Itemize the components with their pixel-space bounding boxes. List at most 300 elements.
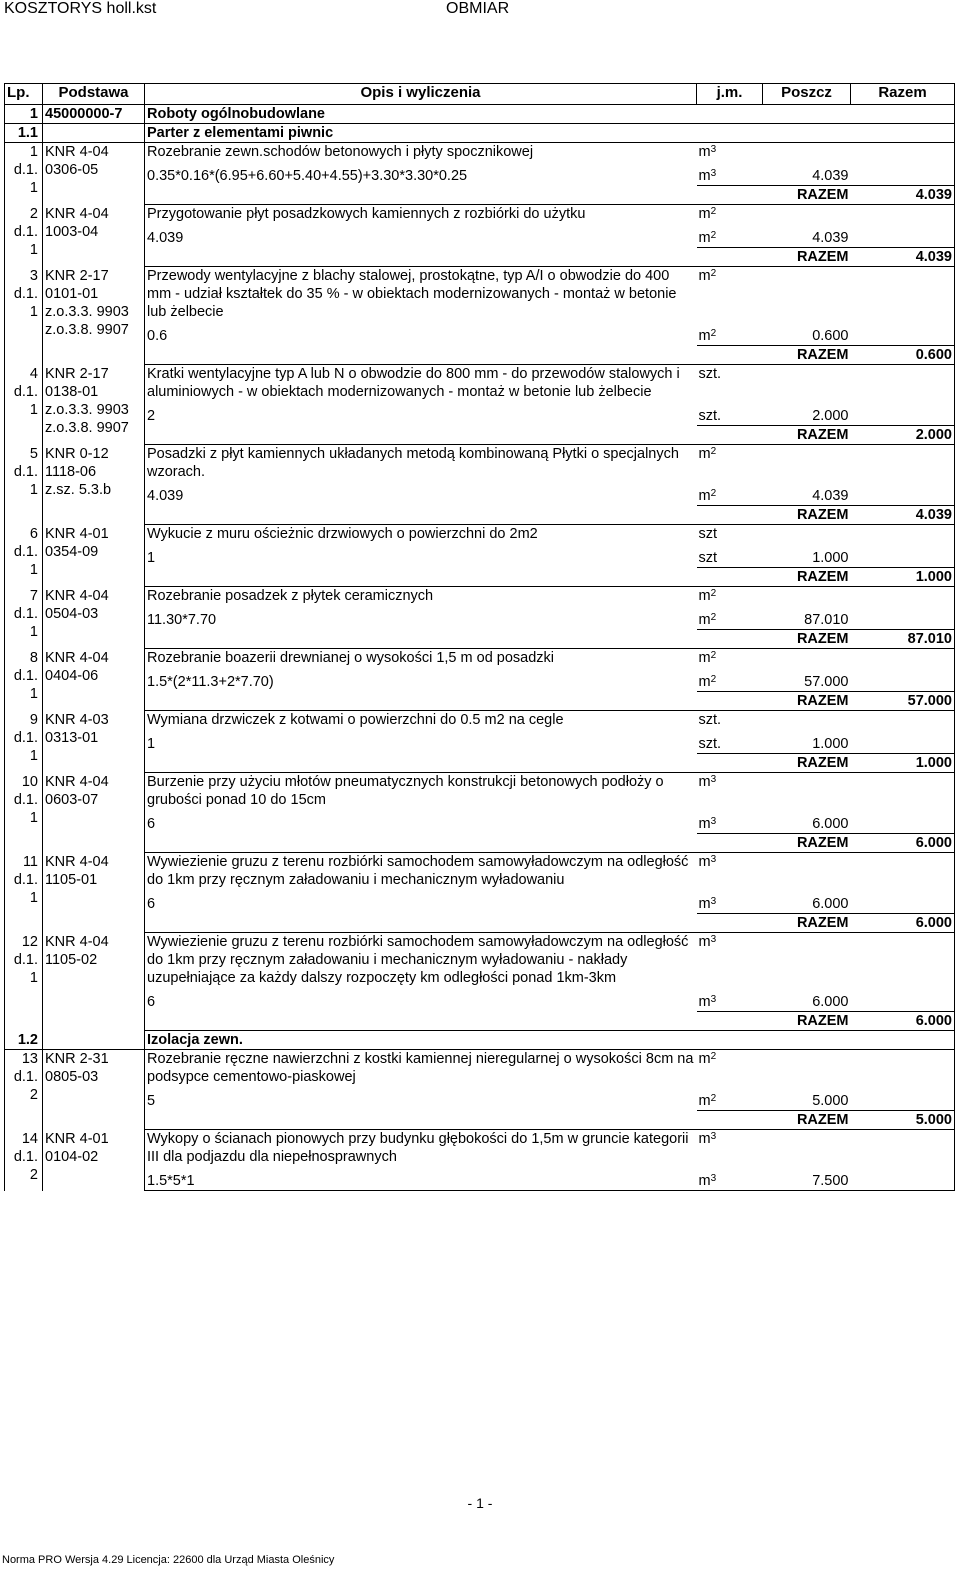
position-number xyxy=(5,365,43,445)
position-number-line: 2 xyxy=(29,1166,38,1183)
total-label: RAZEM xyxy=(763,754,851,773)
unit-label: m xyxy=(698,774,711,790)
position-number xyxy=(5,933,43,1031)
position-number xyxy=(5,525,43,587)
total-spacer xyxy=(697,630,763,649)
calculation-subtotal: 87.010 xyxy=(804,612,849,628)
total-value: 87.010 xyxy=(851,630,955,649)
position-basis-line: 0504-03 xyxy=(45,605,99,622)
unit-exponent: 2 xyxy=(710,230,717,241)
position-unit xyxy=(697,445,763,482)
total-row xyxy=(5,1012,955,1031)
position-empty xyxy=(851,933,955,988)
calculation-empty xyxy=(851,667,955,692)
position-empty xyxy=(763,205,851,224)
section-title: Izolacja zewn. xyxy=(145,1031,697,1050)
position-basis xyxy=(43,525,145,587)
calculation-unit xyxy=(697,481,763,506)
position-row xyxy=(5,365,955,402)
calculation-subtotal: 4.039 xyxy=(812,230,849,246)
calculation-row xyxy=(5,729,955,754)
position-empty xyxy=(851,853,955,890)
position-number-line: 11 xyxy=(22,853,38,870)
total-spacer xyxy=(145,914,697,933)
section-empty xyxy=(697,124,763,143)
unit-label: m xyxy=(698,816,711,832)
total-spacer xyxy=(145,630,697,649)
calculation-unit xyxy=(697,889,763,914)
unit-exponent: 2 xyxy=(710,612,717,623)
position-basis xyxy=(43,649,145,711)
calculation-unit xyxy=(697,223,763,248)
calculation-subtotal: 6.000 xyxy=(812,896,849,912)
position-basis xyxy=(43,1050,145,1130)
position-description: Wykucie z muru ościeżnic drzwiowych o powierzchni do 2m2 xyxy=(145,525,697,544)
unit-label: m xyxy=(698,612,711,628)
total-row xyxy=(5,754,955,773)
total-value: 1.000 xyxy=(851,568,955,587)
calculation-row xyxy=(5,481,955,506)
position-empty xyxy=(851,205,955,224)
document-header-filename: KOSZTORYS holl.kst xyxy=(4,0,157,17)
position-basis-line: KNR 4-01 xyxy=(45,525,109,542)
position-number xyxy=(5,853,43,933)
total-value: 6.000 xyxy=(851,1012,955,1031)
position-number-line: d.1. xyxy=(13,223,38,240)
total-spacer xyxy=(697,754,763,773)
position-number-line: d.1. xyxy=(13,871,38,888)
position-description: Rozebranie ręczne nawierzchni z kostki kamiennej nieregularnej o wysokości 8cm na podsypce cementowo-piaskowej xyxy=(145,1050,697,1087)
total-spacer xyxy=(145,754,697,773)
unit-label: szt. xyxy=(698,712,722,728)
position-row xyxy=(5,445,955,482)
calculation-empty xyxy=(851,987,955,1012)
position-empty xyxy=(763,853,851,890)
position-basis-line: KNR 4-04 xyxy=(45,205,109,222)
unit-label: m xyxy=(698,488,711,504)
calculation-formula: 0.35*0.16*(6.95+6.60+5.40+4.55)+3.30*3.30*0.25 xyxy=(145,161,697,186)
position-empty xyxy=(763,587,851,606)
position-basis xyxy=(43,445,145,525)
total-row xyxy=(5,692,955,711)
section-empty xyxy=(697,105,763,124)
total-value: 57.000 xyxy=(851,692,955,711)
calculation-formula: 0.6 xyxy=(145,321,697,346)
unit-label: m xyxy=(698,674,711,690)
position-number xyxy=(5,205,43,267)
position-empty xyxy=(851,649,955,668)
calculation-formula: 1 xyxy=(145,729,697,754)
position-empty xyxy=(763,445,851,482)
calculation-empty xyxy=(851,729,955,754)
total-row xyxy=(5,506,955,525)
position-number-line: 1 xyxy=(29,685,38,702)
unit-label: szt xyxy=(698,550,718,566)
position-row xyxy=(5,933,955,988)
position-basis xyxy=(43,853,145,933)
position-row xyxy=(5,853,955,890)
total-spacer xyxy=(697,506,763,525)
position-number-line: 1 xyxy=(29,180,38,196)
position-number xyxy=(5,711,43,773)
position-number-line: d.1. xyxy=(13,383,38,400)
calculation-formula: 6 xyxy=(145,987,697,1012)
calculation-formula: 1.5*5*1 xyxy=(145,1166,697,1191)
position-empty xyxy=(763,525,851,544)
position-empty xyxy=(763,711,851,730)
position-basis-line: 0138-01 xyxy=(45,383,99,400)
total-spacer xyxy=(697,186,763,205)
unit-label: m xyxy=(698,328,711,344)
section-empty xyxy=(763,124,851,143)
total-label: RAZEM xyxy=(763,568,851,587)
total-value: 4.039 xyxy=(851,248,955,267)
calculation-unit xyxy=(697,667,763,692)
total-value: 2.000 xyxy=(851,426,955,445)
position-empty xyxy=(851,773,955,810)
table-header-row xyxy=(5,84,955,105)
calculation-subtotal: 6.000 xyxy=(812,994,849,1010)
position-number-line: d.1. xyxy=(13,543,38,560)
total-value: 6.000 xyxy=(851,834,955,853)
position-number-line: 1 xyxy=(29,889,38,906)
position-row xyxy=(5,143,955,162)
total-label: RAZEM xyxy=(763,630,851,649)
position-number xyxy=(5,587,43,649)
position-description: Rozebranie posadzek z płytek ceramicznych xyxy=(145,587,697,606)
position-unit xyxy=(697,205,763,224)
position-basis-line: 0354-09 xyxy=(45,543,99,560)
position-basis-line: 0805-03 xyxy=(45,1069,99,1085)
position-number-line: 5 xyxy=(29,445,38,462)
calculation-row xyxy=(5,321,955,346)
position-number-line: 8 xyxy=(29,649,38,666)
total-spacer xyxy=(697,426,763,445)
position-description: Przygotowanie płyt posadzkowych kamiennych z rozbiórki do użytku xyxy=(145,205,697,224)
position-number-line: 7 xyxy=(29,587,38,604)
unit-label: m xyxy=(698,168,711,184)
total-spacer xyxy=(145,248,697,267)
position-basis-line: 1003-04 xyxy=(45,223,99,240)
total-row xyxy=(5,914,955,933)
position-empty xyxy=(763,365,851,402)
column-header-jm: j.m. xyxy=(697,84,763,105)
position-basis xyxy=(43,205,145,267)
position-basis-line: KNR 4-04 xyxy=(45,144,109,160)
position-basis-line: z.sz. 5.3.b xyxy=(45,481,112,498)
total-value: 1.000 xyxy=(851,754,955,773)
position-basis-line: KNR 4-04 xyxy=(45,587,109,604)
position-number-line: 1 xyxy=(29,561,38,578)
unit-label: m xyxy=(698,896,711,912)
position-empty xyxy=(851,1050,955,1087)
position-description: Burzenie przy użyciu młotów pneumatycznych konstrukcji betonowych podłoży o grubości ponad 10 do 15cm xyxy=(145,773,697,810)
calculation-row xyxy=(5,667,955,692)
calculation-unit xyxy=(697,809,763,834)
position-empty xyxy=(763,1050,851,1087)
position-empty xyxy=(763,933,851,988)
calculation-subtotal: 2.000 xyxy=(812,408,849,424)
unit-exponent: 3 xyxy=(710,774,717,785)
position-unit xyxy=(697,587,763,606)
unit-exponent: 2 xyxy=(710,328,717,339)
total-spacer xyxy=(697,1012,763,1031)
calculation-row xyxy=(5,401,955,426)
total-label: RAZEM xyxy=(763,186,851,205)
section-number: 1.1 xyxy=(5,124,43,143)
calculation-subtotal: 4.039 xyxy=(812,488,849,504)
section-title: Roboty ogólnobudowlane xyxy=(145,105,697,124)
unit-exponent: 3 xyxy=(710,816,717,827)
unit-exponent: 3 xyxy=(710,1131,717,1142)
column-header-podstawa: Podstawa xyxy=(43,84,145,105)
position-basis-line: 1118-06 xyxy=(45,463,97,480)
position-basis xyxy=(43,711,145,773)
section-empty xyxy=(763,105,851,124)
position-empty xyxy=(851,365,955,402)
total-label: RAZEM xyxy=(763,426,851,445)
calculation-formula: 2 xyxy=(145,401,697,426)
calculation-row xyxy=(5,605,955,630)
position-basis xyxy=(43,933,145,1031)
position-row xyxy=(5,525,955,544)
unit-label: m xyxy=(698,1093,711,1109)
position-number-line: 10 xyxy=(21,773,38,790)
position-number-line: 14 xyxy=(21,1130,38,1147)
calculation-unit xyxy=(697,1086,763,1111)
position-empty xyxy=(851,445,955,482)
position-basis-line: KNR 4-04 xyxy=(45,649,109,666)
position-unit xyxy=(697,365,763,402)
position-number-line: d.1. xyxy=(13,1069,38,1085)
total-value: 4.039 xyxy=(851,506,955,525)
position-unit xyxy=(697,267,763,322)
section-code xyxy=(43,1031,145,1050)
calculation-subtotal: 7.500 xyxy=(763,1166,851,1191)
calculation-row xyxy=(5,987,955,1012)
unit-exponent: 2 xyxy=(710,1093,717,1104)
calculation-unit xyxy=(697,161,763,186)
unit-label: m xyxy=(698,994,711,1010)
total-spacer xyxy=(697,1111,763,1130)
position-number-line: d.1. xyxy=(13,463,38,480)
calculation-row xyxy=(5,889,955,914)
calculation-subtotal: 6.000 xyxy=(812,816,849,832)
calculation-row xyxy=(5,223,955,248)
unit-exponent: 2 xyxy=(710,268,717,279)
calculation-unit xyxy=(697,321,763,346)
position-empty xyxy=(851,267,955,322)
section-empty xyxy=(851,1031,955,1050)
position-number-line: d.1. xyxy=(13,1148,38,1165)
unit-exponent: 2 xyxy=(710,674,717,685)
unit-exponent: 2 xyxy=(710,446,717,457)
position-number-line: d.1. xyxy=(13,285,38,302)
section-empty xyxy=(697,1031,763,1050)
unit-label: m xyxy=(698,446,711,462)
calculation-empty xyxy=(851,401,955,426)
position-empty xyxy=(851,1130,955,1167)
position-basis-line: z.o.3.8. 9907 xyxy=(45,419,129,436)
position-basis-line: 0306-05 xyxy=(45,162,99,178)
position-empty xyxy=(851,143,955,162)
position-basis-line: 0104-02 xyxy=(45,1148,99,1165)
calculation-formula: 6 xyxy=(145,809,697,834)
total-spacer xyxy=(145,1111,697,1130)
position-description: Wywiezienie gruzu z terenu rozbiórki samochodem samowyładowczym na odległość do 1km przy ręcznym załadowaniu i mechanicznym wyładowaniu xyxy=(145,853,697,890)
total-spacer xyxy=(697,692,763,711)
calculation-unit xyxy=(697,605,763,630)
position-empty xyxy=(763,143,851,162)
unit-exponent: 3 xyxy=(710,1173,717,1184)
position-number-line: d.1. xyxy=(13,951,38,968)
unit-label: m xyxy=(698,588,711,604)
position-number xyxy=(5,649,43,711)
unit-exponent: 3 xyxy=(710,144,717,155)
calculation-row xyxy=(5,1086,955,1111)
position-unit xyxy=(697,1130,763,1167)
position-number-line: d.1. xyxy=(13,162,38,178)
unit-exponent: 3 xyxy=(710,168,717,179)
position-row xyxy=(5,1050,955,1087)
calculation-formula: 1.5*(2*11.3+2*7.70) xyxy=(145,667,697,692)
section-title: Parter z elementami piwnic xyxy=(145,124,697,143)
position-number-line: d.1. xyxy=(13,605,38,622)
position-row xyxy=(5,587,955,606)
position-basis-line: KNR 0-12 xyxy=(45,445,109,462)
position-empty xyxy=(851,711,955,730)
position-description: Rozebranie boazerii drewnianej o wysokości 1,5 m od posadzki xyxy=(145,649,697,668)
position-empty xyxy=(763,649,851,668)
unit-label: m xyxy=(698,230,711,246)
position-number-line: d.1. xyxy=(13,667,38,684)
position-number xyxy=(5,773,43,853)
position-basis-line: 1105-02 xyxy=(45,951,98,968)
position-row xyxy=(5,267,955,322)
position-number-line: 1 xyxy=(29,623,38,640)
calculation-formula: 4.039 xyxy=(145,481,697,506)
section-row xyxy=(5,124,955,143)
total-spacer xyxy=(697,346,763,365)
total-value: 4.039 xyxy=(851,186,955,205)
total-row xyxy=(5,1111,955,1130)
position-row xyxy=(5,773,955,810)
total-spacer xyxy=(145,346,697,365)
calculation-formula: 11.30*7.70 xyxy=(145,605,697,630)
position-unit xyxy=(697,525,763,544)
total-row xyxy=(5,568,955,587)
total-row xyxy=(5,248,955,267)
total-spacer xyxy=(145,506,697,525)
position-number-line: 2 xyxy=(29,205,38,222)
position-basis-line: KNR 2-31 xyxy=(45,1051,109,1067)
position-number-line: 9 xyxy=(29,711,38,728)
unit-exponent: 2 xyxy=(710,206,717,217)
position-number-line: d.1. xyxy=(13,729,38,746)
total-label: RAZEM xyxy=(763,248,851,267)
unit-exponent: 3 xyxy=(710,994,717,1005)
position-empty xyxy=(851,587,955,606)
total-spacer xyxy=(697,568,763,587)
position-number xyxy=(5,267,43,365)
total-spacer xyxy=(697,248,763,267)
position-number xyxy=(5,1130,43,1191)
position-number-line: 1 xyxy=(29,809,38,826)
position-number-line: 2 xyxy=(29,1087,38,1103)
total-label: RAZEM xyxy=(763,506,851,525)
column-header-razem: Razem xyxy=(851,84,955,105)
calculation-subtotal: 1.000 xyxy=(812,550,849,566)
column-header-lp: Lp. xyxy=(5,84,43,105)
calculation-empty xyxy=(851,889,955,914)
position-unit xyxy=(697,649,763,668)
position-description: Przewody wentylacyjne z blachy stalowej, prostokątne, typ A/I o obwodzie do 400 mm - udział kształtek do 35 % - w obiektach modernizowanych - montaż w betonie lub żelbecie xyxy=(145,267,697,322)
position-basis xyxy=(43,1130,145,1191)
position-number-line: d.1. xyxy=(13,791,38,808)
unit-exponent: 2 xyxy=(710,588,717,599)
position-unit xyxy=(697,1050,763,1087)
calculation-formula: 6 xyxy=(145,889,697,914)
position-basis-line: KNR 4-03 xyxy=(45,711,109,728)
software-footer: Norma PRO Wersja 4.29 Licencja: 22600 dla Urząd Miasta Oleśnicy xyxy=(2,1554,335,1566)
position-number xyxy=(5,445,43,525)
unit-label: szt xyxy=(698,526,718,542)
calculation-formula: 5 xyxy=(145,1086,697,1111)
calculation-empty xyxy=(851,1086,955,1111)
position-number-line: 1 xyxy=(29,401,38,418)
position-description: Wykopy o ścianach pionowych przy budynku głębokości do 1,5m w gruncie kategorii III dla podjazdu dla niepełnosprawnych xyxy=(145,1130,697,1167)
document-header-title: OBMIAR xyxy=(446,0,510,17)
position-row xyxy=(5,711,955,730)
position-basis-line: z.o.3.3. 9903 xyxy=(45,401,129,418)
calculation-subtotal: 4.039 xyxy=(812,168,849,184)
column-header-poszcz: Poszcz xyxy=(763,84,851,105)
section-number: 1.2 xyxy=(5,1031,43,1050)
position-basis-line: 0404-06 xyxy=(45,667,99,684)
unit-exponent: 3 xyxy=(710,854,717,865)
position-number-line: 4 xyxy=(29,365,38,382)
position-number-line: 13 xyxy=(21,1051,38,1067)
position-empty xyxy=(763,773,851,810)
position-basis xyxy=(43,143,145,205)
unit-label: szt. xyxy=(698,408,722,424)
calculation-empty xyxy=(851,481,955,506)
calculation-unit xyxy=(697,401,763,426)
section-code xyxy=(43,124,145,143)
total-row xyxy=(5,346,955,365)
unit-label: szt. xyxy=(698,366,722,382)
position-unit xyxy=(697,711,763,730)
section-empty xyxy=(851,105,955,124)
total-spacer xyxy=(697,834,763,853)
total-row xyxy=(5,834,955,853)
calculation-subtotal: 5.000 xyxy=(812,1093,849,1109)
total-spacer xyxy=(145,692,697,711)
unit-exponent: 2 xyxy=(710,488,717,499)
unit-label: m xyxy=(698,934,711,950)
table-body xyxy=(5,105,955,1191)
total-spacer xyxy=(145,1012,697,1031)
total-label: RAZEM xyxy=(763,1111,851,1130)
position-row xyxy=(5,205,955,224)
total-row xyxy=(5,630,955,649)
unit-label: m xyxy=(698,1131,711,1147)
section-empty xyxy=(851,124,955,143)
position-basis-line: 0313-01 xyxy=(45,729,99,746)
calculation-subtotal: 0.600 xyxy=(812,328,849,344)
column-header-opis: Opis i wyliczenia xyxy=(145,84,697,105)
position-number-line: 1 xyxy=(29,303,38,320)
